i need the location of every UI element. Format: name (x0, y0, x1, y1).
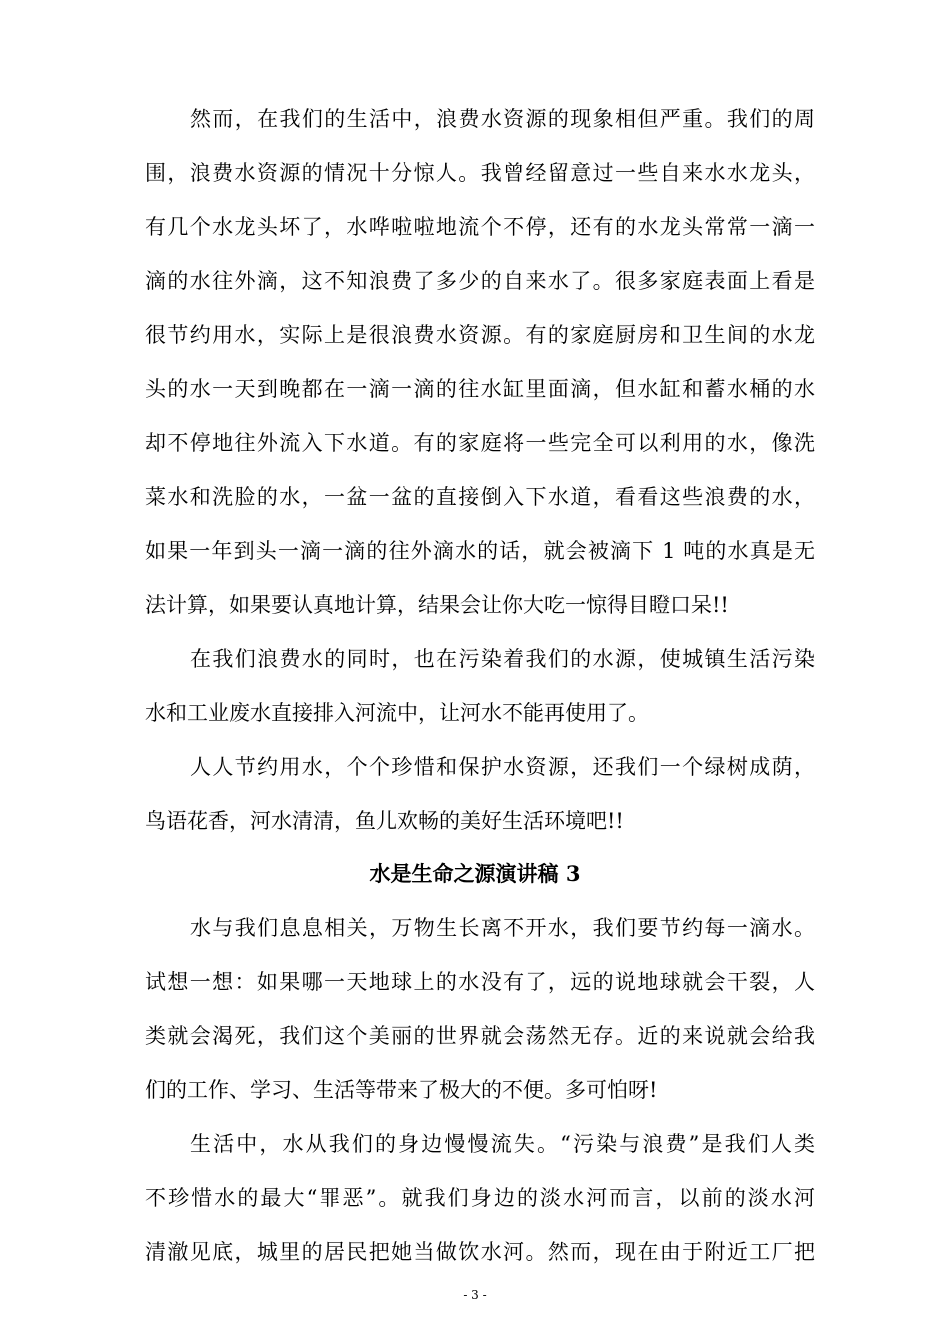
paragraph-line: 水和工业废水直接排入河流中，让河水不能再使用了。 (145, 701, 649, 725)
paragraph-line: 却不停地往外流入下水道。有的家庭将一些完全可以利用的水，像洗 (145, 431, 815, 455)
paragraph-line: 试想一想：如果哪一天地球上的水没有了，远的说地球就会干裂，人 (145, 970, 815, 994)
paragraph-line: 清澈见底，城里的居民把她当做饮水河。然而，现在由于附近工厂把 (145, 1240, 815, 1264)
paragraph-line: 不珍惜水的最大“罪恶”。就我们身边的淡水河而言，以前的淡水河 (145, 1186, 815, 1210)
paragraph-line: 在我们浪费水的同时，也在污染着我们的水源，使城镇生活污染 (190, 647, 815, 671)
paragraph-line: 头的水一天到晚都在一滴一滴的往水缸里面滴，但水缸和蓄水桶的水 (145, 377, 815, 401)
paragraph-line: 如果一年到头一滴一滴的往外滴水的话，就会被滴下 1 吨的水真是无 (145, 539, 815, 563)
paragraph-line: 人人节约用水，个个珍惜和保护水资源，还我们一个绿树成荫， (190, 755, 815, 779)
paragraph-line: 鸟语花香，河水清清，鱼儿欢畅的美好生活环境吧!! (145, 809, 624, 833)
paragraph-line: 生活中，水从我们的身边慢慢流失。“污染与浪费”是我们人类 (190, 1132, 815, 1156)
paragraph-line: 菜水和洗脸的水，一盆一盆的直接倒入下水道，看看这些浪费的水， (145, 485, 815, 509)
page-number: - 3 - (463, 1288, 487, 1302)
paragraph-line: 水与我们息息相关，万物生长离不开水，我们要节约每一滴水。 (190, 916, 815, 940)
paragraph-line: 然而，在我们的生活中，浪费水资源的现象相但严重。我们的周 (190, 107, 815, 131)
paragraph-line: 类就会渴死，我们这个美丽的世界就会荡然无存。近的来说就会给我 (145, 1024, 815, 1048)
paragraph-line: 围，浪费水资源的情况十分惊人。我曾经留意过一些自来水水龙头， (145, 161, 815, 185)
paragraph-line: 有几个水龙头坏了，水哗啦啦地流个不停，还有的水龙头常常一滴一 (145, 215, 815, 239)
paragraph-line: 滴的水往外滴，这不知浪费了多少的自来水了。很多家庭表面上看是 (145, 269, 815, 293)
paragraph-line: 们的工作、学习、生活等带来了极大的不便。多可怕呀! (145, 1078, 658, 1102)
section-heading: 水是生命之源演讲稿 3 (369, 861, 581, 886)
paragraph-line: 法计算，如果要认真地计算，结果会让你大吃一惊得目瞪口呆!! (145, 593, 729, 617)
paragraph-line: 很节约用水，实际上是很浪费水资源。有的家庭厨房和卫生间的水龙 (145, 323, 815, 347)
